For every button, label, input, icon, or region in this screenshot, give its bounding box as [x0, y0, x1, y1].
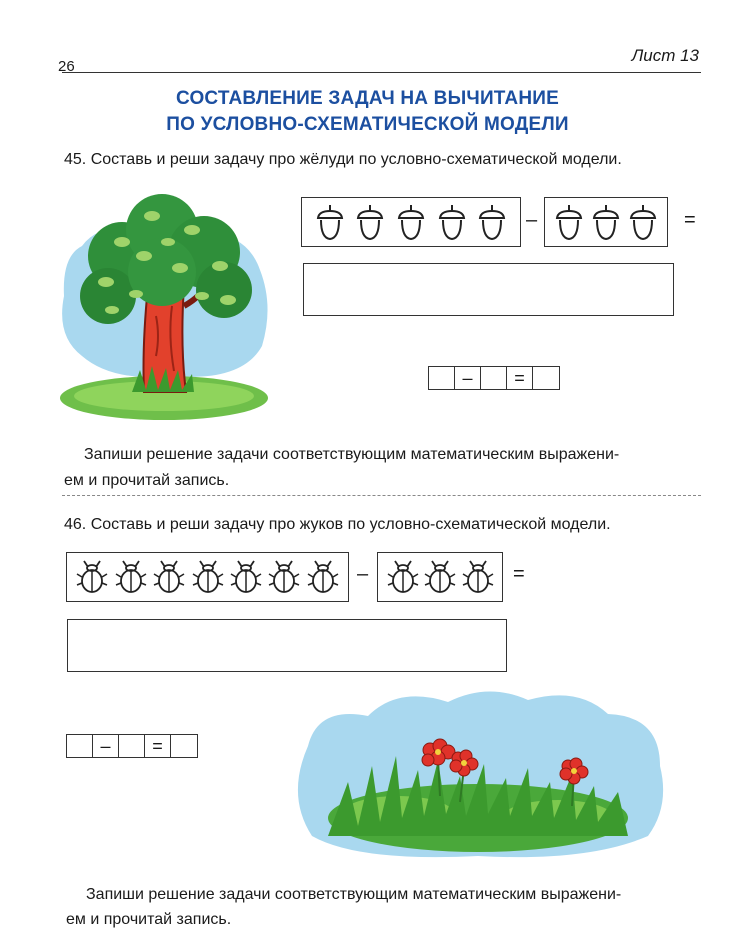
beetle-icon [229, 559, 263, 595]
task-45-instruction-line-2: ем и прочитай запись. [64, 472, 230, 489]
acorn-icon [552, 202, 586, 242]
beetle-icon [423, 559, 457, 595]
expression-cell[interactable] [67, 735, 93, 757]
sheet-label: Лист 13 [631, 46, 699, 65]
acorn-icon [394, 202, 428, 242]
task-46-prompt: 46. Составь и реши задачу про жуков по условно-схематической модели. [64, 516, 611, 533]
expression-cell[interactable] [119, 735, 145, 757]
minus-sign: – [526, 209, 538, 231]
oak-tree-illustration [52, 186, 274, 424]
task-46-expression-cells [66, 734, 198, 758]
acorn-icon [353, 202, 387, 242]
beetle-icon [461, 559, 495, 595]
beetle-icon [75, 559, 109, 595]
beetle-icon [306, 559, 340, 595]
beetle-group-total [66, 552, 349, 602]
expression-cell[interactable] [481, 367, 507, 389]
title-line-2: ПО УСЛОВНО-СХЕМАТИЧЕСКОЙ МОДЕЛИ [166, 114, 569, 135]
expression-cell-equals: = [507, 367, 533, 389]
expression-cell[interactable] [429, 367, 455, 389]
page-title [0, 86, 735, 138]
beetle-icon [386, 559, 420, 595]
title-line-1: СОСТАВЛЕНИЕ ЗАДАЧ НА ВЫЧИТАНИЕ [176, 88, 559, 109]
acorn-group-subtracted [544, 197, 668, 247]
header-rule [62, 72, 701, 73]
page-number: 26 [58, 58, 75, 75]
acorn-icon [313, 202, 347, 242]
section-divider [62, 495, 701, 496]
beetle-icon [191, 559, 225, 595]
equals-sign: = [684, 209, 696, 231]
meadow-illustration [288, 686, 670, 864]
task-46-instruction-line-2: ем и прочитай запись. [66, 911, 232, 928]
acorn-icon [475, 202, 509, 242]
expression-cell-minus: – [93, 735, 119, 757]
beetle-icon [267, 559, 301, 595]
expression-cell-equals: = [145, 735, 171, 757]
task-45-expression-cells [428, 366, 560, 390]
task-46-answer-box[interactable] [67, 619, 507, 672]
acorn-icon [626, 202, 660, 242]
minus-sign: – [357, 563, 369, 585]
expression-cell[interactable] [171, 735, 197, 757]
acorn-group-total [301, 197, 521, 247]
task-46-instruction-line-1: Запиши решение задачи соответствующим математическим выражени- [86, 886, 622, 903]
task-45-answer-box[interactable] [303, 263, 674, 316]
expression-cell[interactable] [533, 367, 559, 389]
beetle-icon [114, 559, 148, 595]
expression-cell-minus: – [455, 367, 481, 389]
task-45-prompt: 45. Составь и реши задачу про жёлуди по условно-схематической модели. [64, 151, 622, 168]
beetle-icon [152, 559, 186, 595]
equals-sign: = [513, 563, 525, 585]
acorn-icon [589, 202, 623, 242]
task-45-instruction-line-1: Запиши решение задачи соответствующим математическим выражени- [84, 446, 620, 463]
acorn-icon [435, 202, 469, 242]
beetle-group-subtracted [377, 552, 503, 602]
